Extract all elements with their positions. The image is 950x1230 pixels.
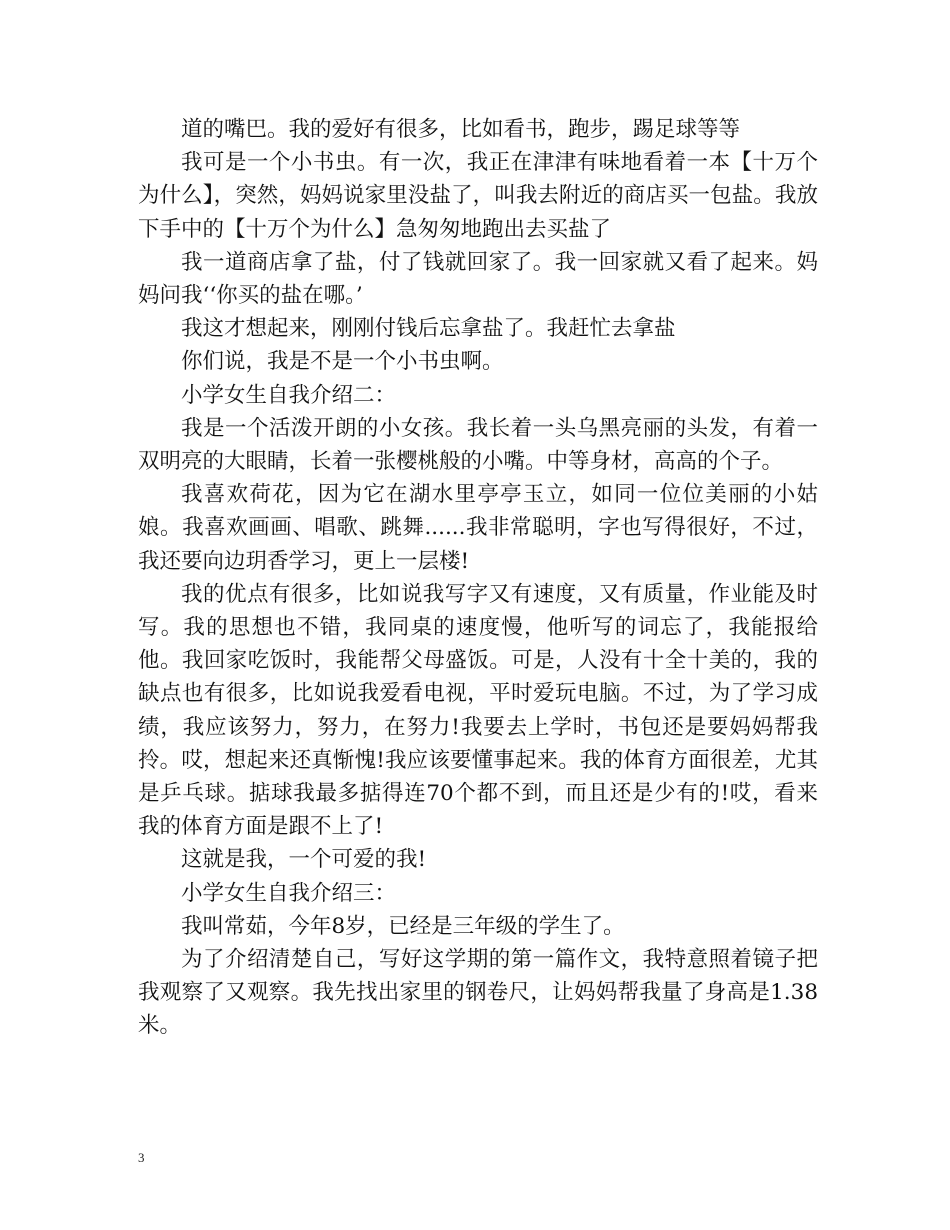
paragraph: 我是一个活泼开朗的小女孩。我长着一头乌黑亮丽的头发，有着一双明亮的大眼睛，长着一张樱桃般的小嘴。中等身材，高高的个子。: [138, 415, 818, 475]
page-number: 3: [138, 1150, 145, 1165]
paragraph: 我这才想起来，刚刚付钱后忘拿盐了。我赶忙去拿盐: [181, 316, 676, 342]
paragraph: 道的嘴巴。我的爱好有很多，比如看书，跑步，踢足球等等: [181, 117, 741, 142]
paragraph: 我喜欢荷花，因为它在湖水里亭亭玉立，如同一位位美丽的小姑娘。我喜欢画画、唱歌、跳舞......我非常聪明，字也写得很好，不过，我还要向边玥香学习，更上一层楼!: [138, 482, 818, 574]
paragraph: 为了介绍清楚自己，写好这学期的第一篇作文，我特意照着镜子把我观察了又观察。我先找出家里的钢卷尺，让妈妈帮我量了身高是1.38米。: [138, 947, 818, 1039]
paragraph: 我的优点有很多，比如说我写字又有速度，又有质量，作业能及时写。我的思想也不错，我同桌的速度慢，他听写的词忘了，我能报给他。我回家吃饭时，我能帮父母盛饭。可是，人没有十全十美的，我的缺点也有很多，比如说我爱看电视，平时爱玩电脑。不过，为了学习成绩，我应该努力，努力，在努力!我要去上学时，书包还是要妈妈帮我拎。哎，想起来还真惭愧!我应该要懂事起来。我的体育方面很差，尤其是乒乓球。掂球我最多掂得连70个都不到，而且还是少有的!哎，看来我的体育方面是跟不上了!: [138, 581, 818, 840]
section-heading: 小学女生自我介绍三：: [181, 880, 397, 906]
paragraph: 这就是我，一个可爱的我!: [181, 847, 427, 873]
section-heading: 小学女生自我介绍二：: [181, 382, 397, 408]
paragraph: 我可是一个小书虫。有一次，我正在津津有味地看着一本【十万个为什么】，突然，妈妈说家里没盐了，叫我去附近的商店买一包盐。我放下手中的【十万个为什么】急匆匆地跑出去买盐了: [138, 150, 818, 242]
paragraph: 我一道商店拿了盐，付了钱就回家了。我一回家就又看了起来。妈妈问我‘‘你买的盐在哪。’: [138, 249, 818, 309]
paragraph: 我叫常茹，今年8岁，已经是三年级的学生了。: [181, 913, 625, 939]
document-body: [138, 113, 818, 1043]
paragraph: 你们说，我是不是一个小书虫啊。: [181, 349, 504, 375]
